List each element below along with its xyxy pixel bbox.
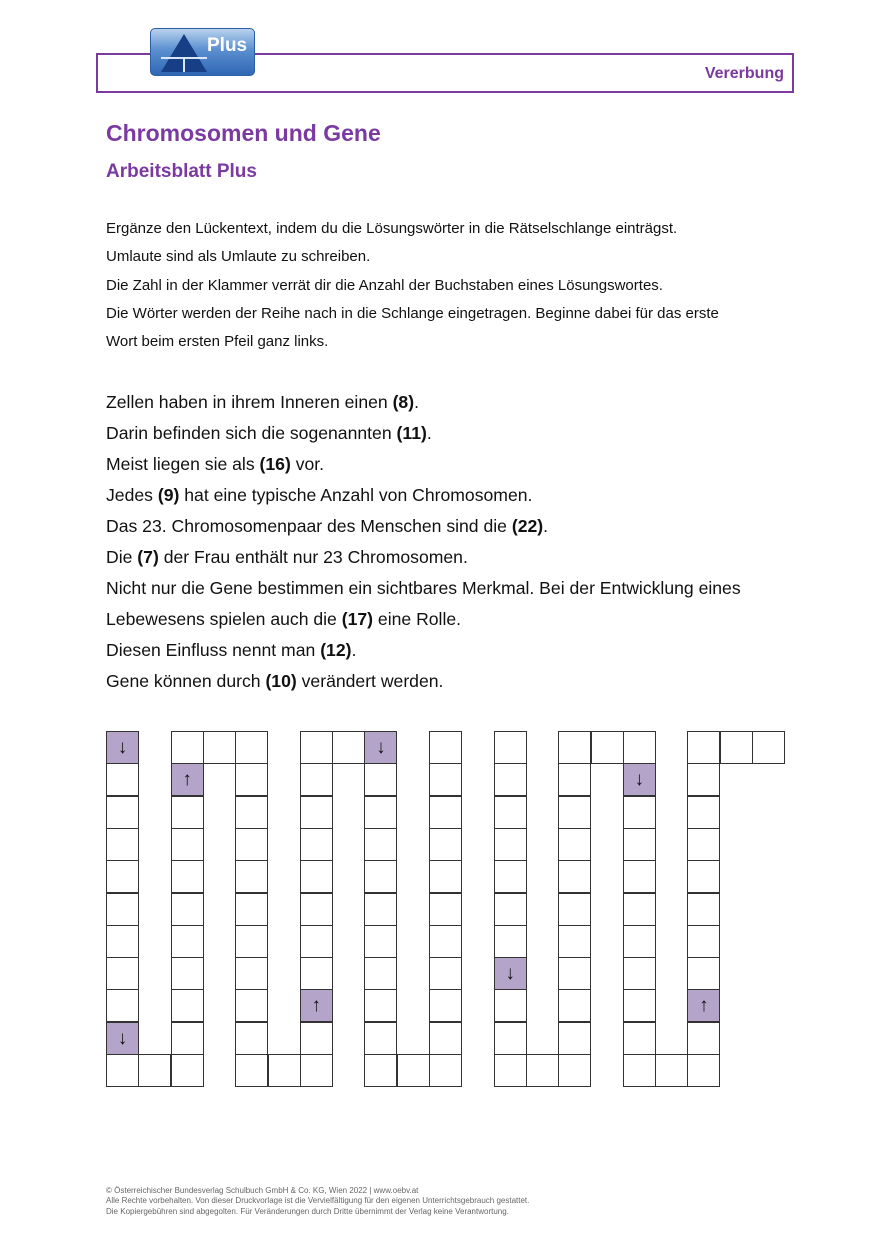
letter-cell[interactable] xyxy=(106,925,139,958)
letter-cell[interactable] xyxy=(235,925,268,958)
arrow-cell[interactable]: ↓ xyxy=(364,731,397,764)
letter-cell[interactable] xyxy=(623,731,656,764)
letter-cell[interactable] xyxy=(106,1054,139,1087)
letter-cell[interactable] xyxy=(235,860,268,893)
letter-cell[interactable] xyxy=(429,731,462,764)
letter-cell[interactable] xyxy=(558,957,591,990)
letter-cell[interactable] xyxy=(300,925,333,958)
letter-cell[interactable] xyxy=(364,860,397,893)
letter-cell[interactable] xyxy=(494,1054,527,1087)
letter-cell[interactable] xyxy=(623,1054,656,1087)
letter-cell[interactable] xyxy=(106,763,139,796)
clue-count: (17) xyxy=(341,609,374,629)
letter-cell[interactable] xyxy=(558,1054,591,1087)
letter-cell[interactable] xyxy=(558,989,591,1022)
instruction-line: Wort beim ersten Pfeil ganz links. xyxy=(106,333,329,351)
clue-count: (12) xyxy=(320,640,352,660)
letter-cell[interactable] xyxy=(494,731,527,764)
letter-cell[interactable] xyxy=(494,989,527,1022)
cloze-line: Lebewesens spielen auch die (17) eine Rolle. xyxy=(106,609,462,629)
cloze-line: Jedes (9) hat eine typische Anzahl von Chromosomen. xyxy=(106,485,533,505)
letter-cell[interactable] xyxy=(106,828,139,861)
letter-cell[interactable] xyxy=(171,1054,204,1087)
letter-cell[interactable] xyxy=(429,828,462,861)
letter-cell[interactable] xyxy=(623,1022,656,1055)
letter-cell[interactable] xyxy=(171,796,204,829)
letter-cell[interactable] xyxy=(106,957,139,990)
letter-cell[interactable] xyxy=(429,957,462,990)
cloze-line: Darin befinden sich die sogenannten (11). xyxy=(106,423,432,443)
clue-count: (7) xyxy=(137,547,159,567)
letter-cell[interactable] xyxy=(138,1054,171,1087)
letter-cell[interactable] xyxy=(623,828,656,861)
letter-cell[interactable] xyxy=(106,860,139,893)
cloze-text xyxy=(106,387,806,697)
letter-cell[interactable] xyxy=(429,1054,462,1087)
letter-cell[interactable] xyxy=(171,893,204,926)
letter-cell[interactable] xyxy=(235,989,268,1022)
letter-cell[interactable] xyxy=(203,731,236,764)
letter-cell[interactable] xyxy=(429,893,462,926)
clue-count: (8) xyxy=(392,392,415,412)
letter-cell[interactable] xyxy=(558,796,591,829)
letter-cell[interactable] xyxy=(494,860,527,893)
letter-cell[interactable] xyxy=(300,828,333,861)
letter-cell[interactable] xyxy=(558,925,591,958)
letter-cell[interactable] xyxy=(300,893,333,926)
letter-cell[interactable] xyxy=(106,893,139,926)
arrow-cell[interactable]: ↓ xyxy=(494,957,527,990)
letter-cell[interactable] xyxy=(171,989,204,1022)
letter-cell[interactable] xyxy=(171,860,204,893)
letter-cell[interactable] xyxy=(558,1022,591,1055)
page-subtitle: Arbeitsblatt Plus xyxy=(106,161,257,182)
letter-cell[interactable] xyxy=(300,1054,333,1087)
disclaimer-line: Die Kopiergebühren sind abgegolten. Für Veränderungen durch Dritte übernimmt der Verlag keine Verantwortung. xyxy=(106,1206,509,1216)
letter-cell[interactable] xyxy=(558,828,591,861)
copyright-line: © Österreichischer Bundesverlag Schulbuch GmbH & Co. KG, Wien 2022 | www.oebv.at xyxy=(106,1186,419,1195)
letter-cell[interactable] xyxy=(171,957,204,990)
instructions xyxy=(106,215,806,356)
letter-cell[interactable] xyxy=(171,731,204,764)
letter-cell[interactable] xyxy=(235,1054,268,1087)
puzzle-snake xyxy=(106,731,787,1095)
cloze-line: Meist liegen sie als (16) vor. xyxy=(106,454,325,474)
arrow-cell[interactable]: ↑ xyxy=(171,763,204,796)
letter-cell[interactable] xyxy=(494,1022,527,1055)
letter-cell[interactable] xyxy=(687,828,720,861)
footer xyxy=(106,1186,529,1217)
letter-cell[interactable] xyxy=(494,893,527,926)
letter-cell[interactable] xyxy=(235,957,268,990)
letter-cell[interactable] xyxy=(623,893,656,926)
letter-cell[interactable] xyxy=(623,925,656,958)
letter-cell[interactable] xyxy=(106,796,139,829)
letter-cell[interactable] xyxy=(429,1022,462,1055)
letter-cell[interactable] xyxy=(591,731,624,764)
rights-line: Alle Rechte vorbehalten. Von dieser Druckvorlage ist die Vervielfältigung für den eigenen Unterrichtsgebrauch gestattet. xyxy=(106,1196,530,1206)
letter-cell[interactable] xyxy=(364,1022,397,1055)
letter-cell[interactable] xyxy=(687,1022,720,1055)
letter-cell[interactable] xyxy=(687,763,720,796)
instruction-line: Die Wörter werden der Reihe nach in die Schlange eingetragen. Beginne dabei für das erste xyxy=(106,304,719,322)
letter-cell[interactable] xyxy=(300,1022,333,1055)
page-title: Chromosomen und Gene xyxy=(106,120,381,146)
arrow-cell[interactable]: ↑ xyxy=(687,989,720,1022)
clue-count: (9) xyxy=(157,485,180,505)
topic-label: Vererbung xyxy=(704,65,784,82)
letter-cell[interactable] xyxy=(300,796,333,829)
letter-cell[interactable] xyxy=(429,763,462,796)
clue-count: (11) xyxy=(396,423,427,443)
letter-cell[interactable] xyxy=(300,957,333,990)
letter-cell[interactable] xyxy=(623,796,656,829)
letter-cell[interactable] xyxy=(687,957,720,990)
letter-cell[interactable] xyxy=(558,763,591,796)
cloze-line: Nicht nur die Gene bestimmen ein sichtbares Merkmal. Bei der Entwicklung eines xyxy=(106,578,741,598)
plus-logo xyxy=(150,28,255,76)
letter-cell[interactable] xyxy=(364,957,397,990)
arrow-cell[interactable]: ↓ xyxy=(106,731,139,764)
letter-cell[interactable] xyxy=(235,731,268,764)
letter-cell[interactable] xyxy=(300,763,333,796)
letter-cell[interactable] xyxy=(558,860,591,893)
letter-cell[interactable] xyxy=(429,860,462,893)
letter-cell[interactable] xyxy=(752,731,785,764)
letter-cell[interactable] xyxy=(687,893,720,926)
letter-cell[interactable] xyxy=(494,828,527,861)
clue-count: (10) xyxy=(265,671,297,691)
letter-cell[interactable] xyxy=(364,796,397,829)
cloze-line: Die (7) der Frau enthält nur 23 Chromosomen. xyxy=(106,547,468,567)
arrow-cell[interactable]: ↓ xyxy=(106,1022,139,1055)
letter-cell[interactable] xyxy=(687,860,720,893)
letter-cell[interactable] xyxy=(235,893,268,926)
letter-cell[interactable] xyxy=(720,731,753,764)
letter-cell[interactable] xyxy=(429,925,462,958)
cloze-line: Diesen Einfluss nennt man (12). xyxy=(106,640,357,660)
letter-cell[interactable] xyxy=(494,763,527,796)
letter-cell[interactable] xyxy=(171,1022,204,1055)
instruction-line: Ergänze den Lückentext, indem du die Lösungswörter in die Rätselschlange einträgst. xyxy=(106,220,678,237)
cloze-line: Gene können durch (10) verändert werden. xyxy=(106,671,444,691)
letter-cell[interactable] xyxy=(526,1054,559,1087)
instruction-line: Umlaute sind als Umlaute zu schreiben. xyxy=(106,248,371,266)
letter-cell[interactable] xyxy=(429,796,462,829)
instruction-line: Die Zahl in der Klammer verrät dir die Anzahl der Buchstaben eines Lösungswortes. xyxy=(106,276,663,294)
letter-cell[interactable] xyxy=(687,731,720,764)
clue-count: (22) xyxy=(511,516,544,536)
logo-text: Plus xyxy=(207,35,248,56)
letter-cell[interactable] xyxy=(687,1054,720,1087)
letter-cell[interactable] xyxy=(429,989,462,1022)
letter-cell[interactable] xyxy=(171,828,204,861)
letter-cell[interactable] xyxy=(655,1054,688,1087)
letter-cell[interactable] xyxy=(623,957,656,990)
letter-cell[interactable] xyxy=(106,989,139,1022)
letter-cell[interactable] xyxy=(364,1054,397,1087)
cloze-line: Das 23. Chromosomenpaar des Menschen sind die (22). xyxy=(106,516,549,536)
cloze-line: Zellen haben in ihrem Inneren einen (8). xyxy=(106,392,419,412)
letter-cell[interactable] xyxy=(687,796,720,829)
letter-cell[interactable] xyxy=(300,731,333,764)
clue-count: (16) xyxy=(259,454,291,474)
arrow-cell[interactable]: ↑ xyxy=(300,989,333,1022)
letter-cell[interactable] xyxy=(364,763,397,796)
letter-cell[interactable] xyxy=(364,925,397,958)
letter-cell[interactable] xyxy=(268,1054,301,1087)
letter-cell[interactable] xyxy=(558,731,591,764)
letter-cell[interactable] xyxy=(364,828,397,861)
letter-cell[interactable] xyxy=(494,796,527,829)
letter-cell[interactable] xyxy=(171,925,204,958)
letter-cell[interactable] xyxy=(364,989,397,1022)
letter-cell[interactable] xyxy=(235,1022,268,1055)
letter-cell[interactable] xyxy=(332,731,365,764)
letter-cell[interactable] xyxy=(364,893,397,926)
letter-cell[interactable] xyxy=(558,893,591,926)
letter-cell[interactable] xyxy=(397,1054,430,1087)
letter-cell[interactable] xyxy=(235,828,268,861)
arrow-cell[interactable]: ↓ xyxy=(623,763,656,796)
letter-cell[interactable] xyxy=(235,796,268,829)
letter-cell[interactable] xyxy=(235,763,268,796)
letter-cell[interactable] xyxy=(623,989,656,1022)
letter-cell[interactable] xyxy=(494,925,527,958)
letter-cell[interactable] xyxy=(623,860,656,893)
letter-cell[interactable] xyxy=(687,925,720,958)
letter-cell[interactable] xyxy=(300,860,333,893)
